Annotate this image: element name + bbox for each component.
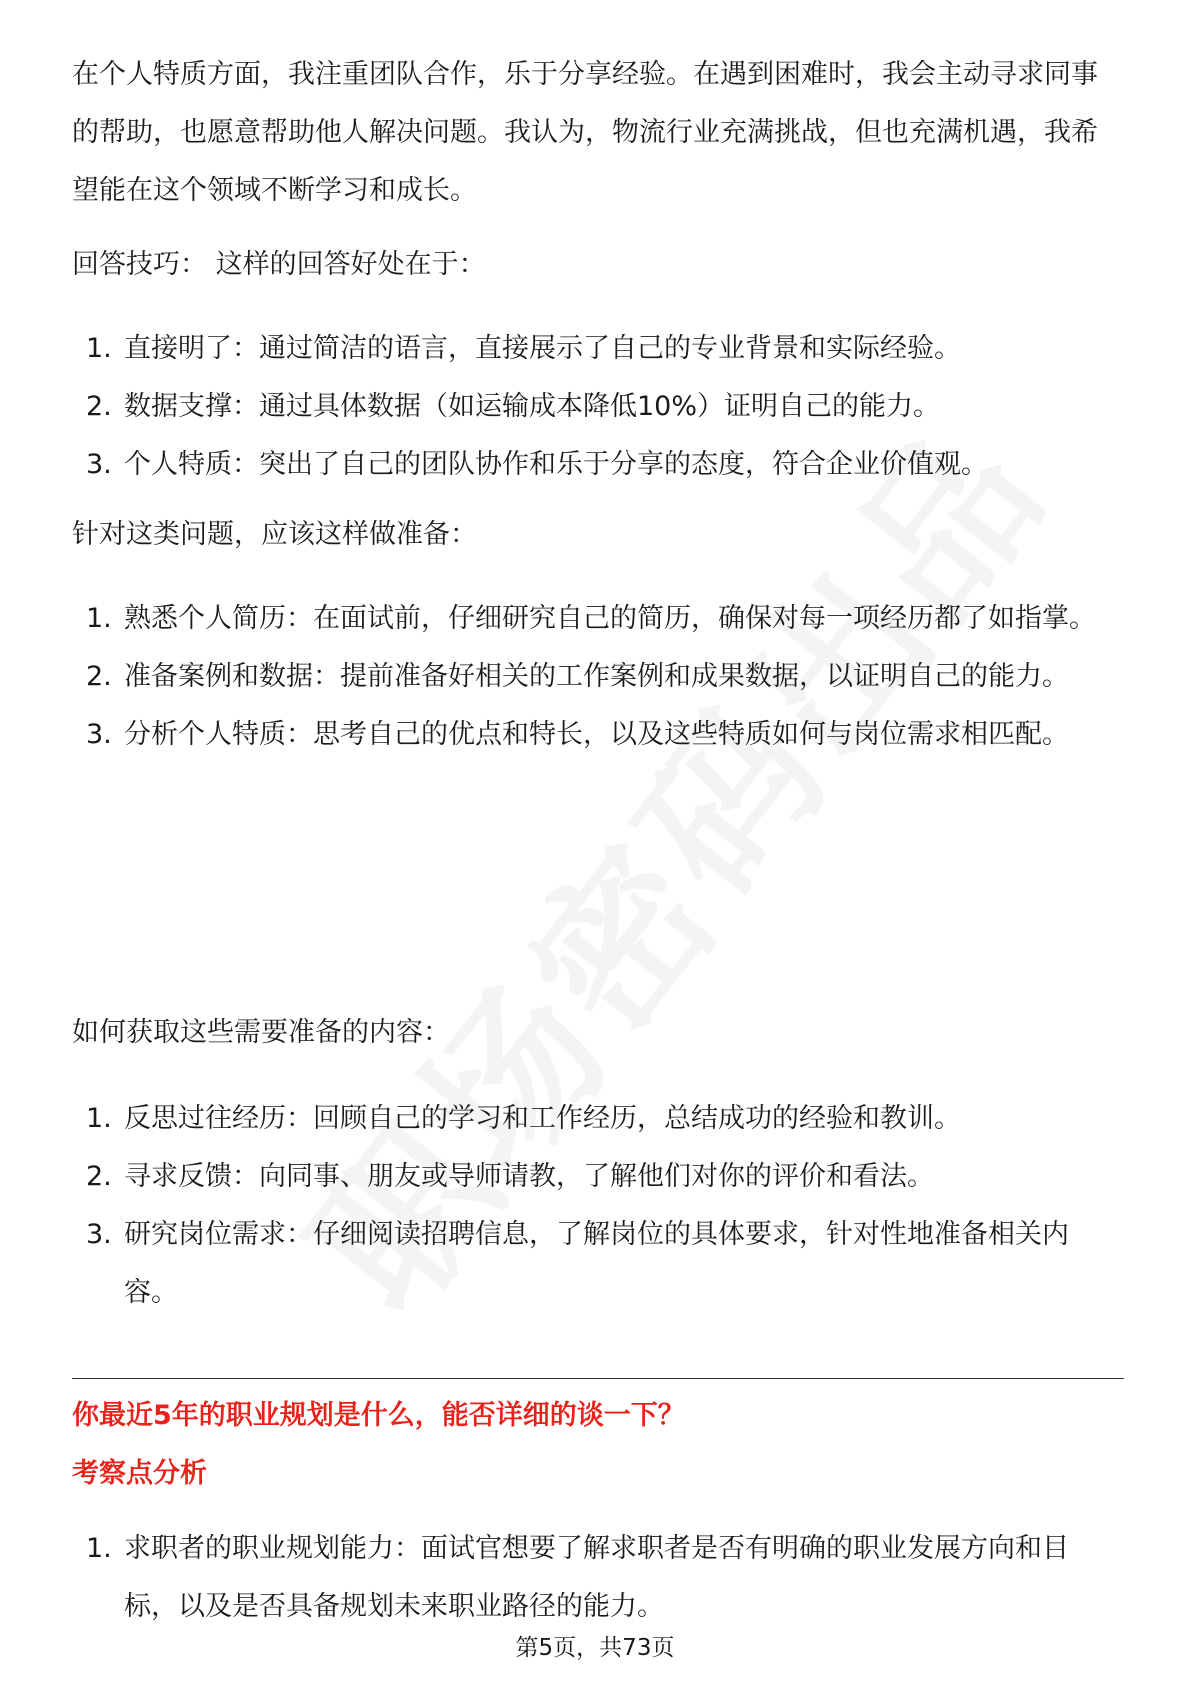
obtain-list (72, 1090, 1112, 1322)
tips-heading: 回答技巧： 这样的回答好处在于： (72, 249, 486, 280)
analysis-list (72, 1520, 1112, 1636)
list-item-text: 反思过往经历：回顾自己的学习和工作经历，总结成功的经验和教训。 (124, 1103, 961, 1134)
list-item (72, 648, 1112, 706)
list-number: 2. (86, 661, 112, 692)
list-number: 1. (86, 1533, 112, 1564)
list-item (72, 590, 1112, 648)
list-item-text: 分析个人特质：思考自己的优点和特长，以及这些特质如何与岗位需求相匹配。 (124, 719, 1069, 750)
prepare-heading: 针对这类问题，应该这样做准备： (72, 519, 477, 550)
list-item-text: 寻求反馈：向同事、朋友或导师请教，了解他们对你的评价和看法。 (124, 1161, 934, 1192)
list-number: 2. (86, 391, 112, 422)
list-item (72, 1148, 1112, 1206)
list-number: 1. (86, 603, 112, 634)
list-number: 3. (86, 449, 112, 480)
prepare-list (72, 590, 1112, 764)
list-item (72, 378, 1112, 436)
list-item (72, 706, 1112, 764)
list-number: 3. (86, 1219, 112, 1250)
section-divider (72, 1378, 1124, 1379)
list-item (72, 436, 1112, 494)
question-title: 你最近5年的职业规划是什么，能否详细的谈一下？ (72, 1400, 685, 1431)
list-item-text: 求职者的职业规划能力：面试官想要了解求职者是否有明确的职业发展方向和目标，以及是否具备规划未来职业路径的能力。 (124, 1533, 1069, 1622)
list-number: 1. (86, 1103, 112, 1134)
list-item-text: 研究岗位需求：仔细阅读招聘信息，了解岗位的具体要求，针对性地准备相关内容。 (124, 1219, 1069, 1308)
list-item-text: 熟悉个人简历：在面试前，仔细研究自己的简历，确保对每一项经历都了如指掌。 (124, 603, 1096, 634)
list-item-text: 个人特质：突出了自己的团队协作和乐于分享的态度，符合企业价值观。 (124, 449, 988, 480)
list-number: 1. (86, 333, 112, 364)
list-item-text: 直接明了：通过简洁的语言，直接展示了自己的专业背景和实际经验。 (124, 333, 961, 364)
list-item (72, 1090, 1112, 1148)
analysis-heading: 考察点分析 (72, 1458, 207, 1489)
tips-list (72, 320, 1112, 494)
obtain-heading: 如何获取这些需要准备的内容： (72, 1017, 450, 1048)
list-item (72, 1206, 1112, 1322)
list-number: 3. (86, 719, 112, 750)
list-item (72, 1520, 1112, 1636)
list-item-text: 准备案例和数据：提前准备好相关的工作案例和成果数据，以证明自己的能力。 (124, 661, 1069, 692)
list-item (72, 320, 1112, 378)
intro-paragraph: 在个人特质方面，我注重团队合作，乐于分享经验。在遇到困难时，我会主动寻求同事的帮助，也愿意帮助他人解决问题。我认为，物流行业充满挑战，但也充满机遇，我希望能在这个领域不断学习和成长。 (72, 59, 1098, 206)
list-number: 2. (86, 1161, 112, 1192)
list-item-text: 数据支撑：通过具体数据（如运输成本降低10%）证明自己的能力。 (124, 391, 941, 422)
page-footer: 第5页，共73页 (515, 1635, 675, 1661)
